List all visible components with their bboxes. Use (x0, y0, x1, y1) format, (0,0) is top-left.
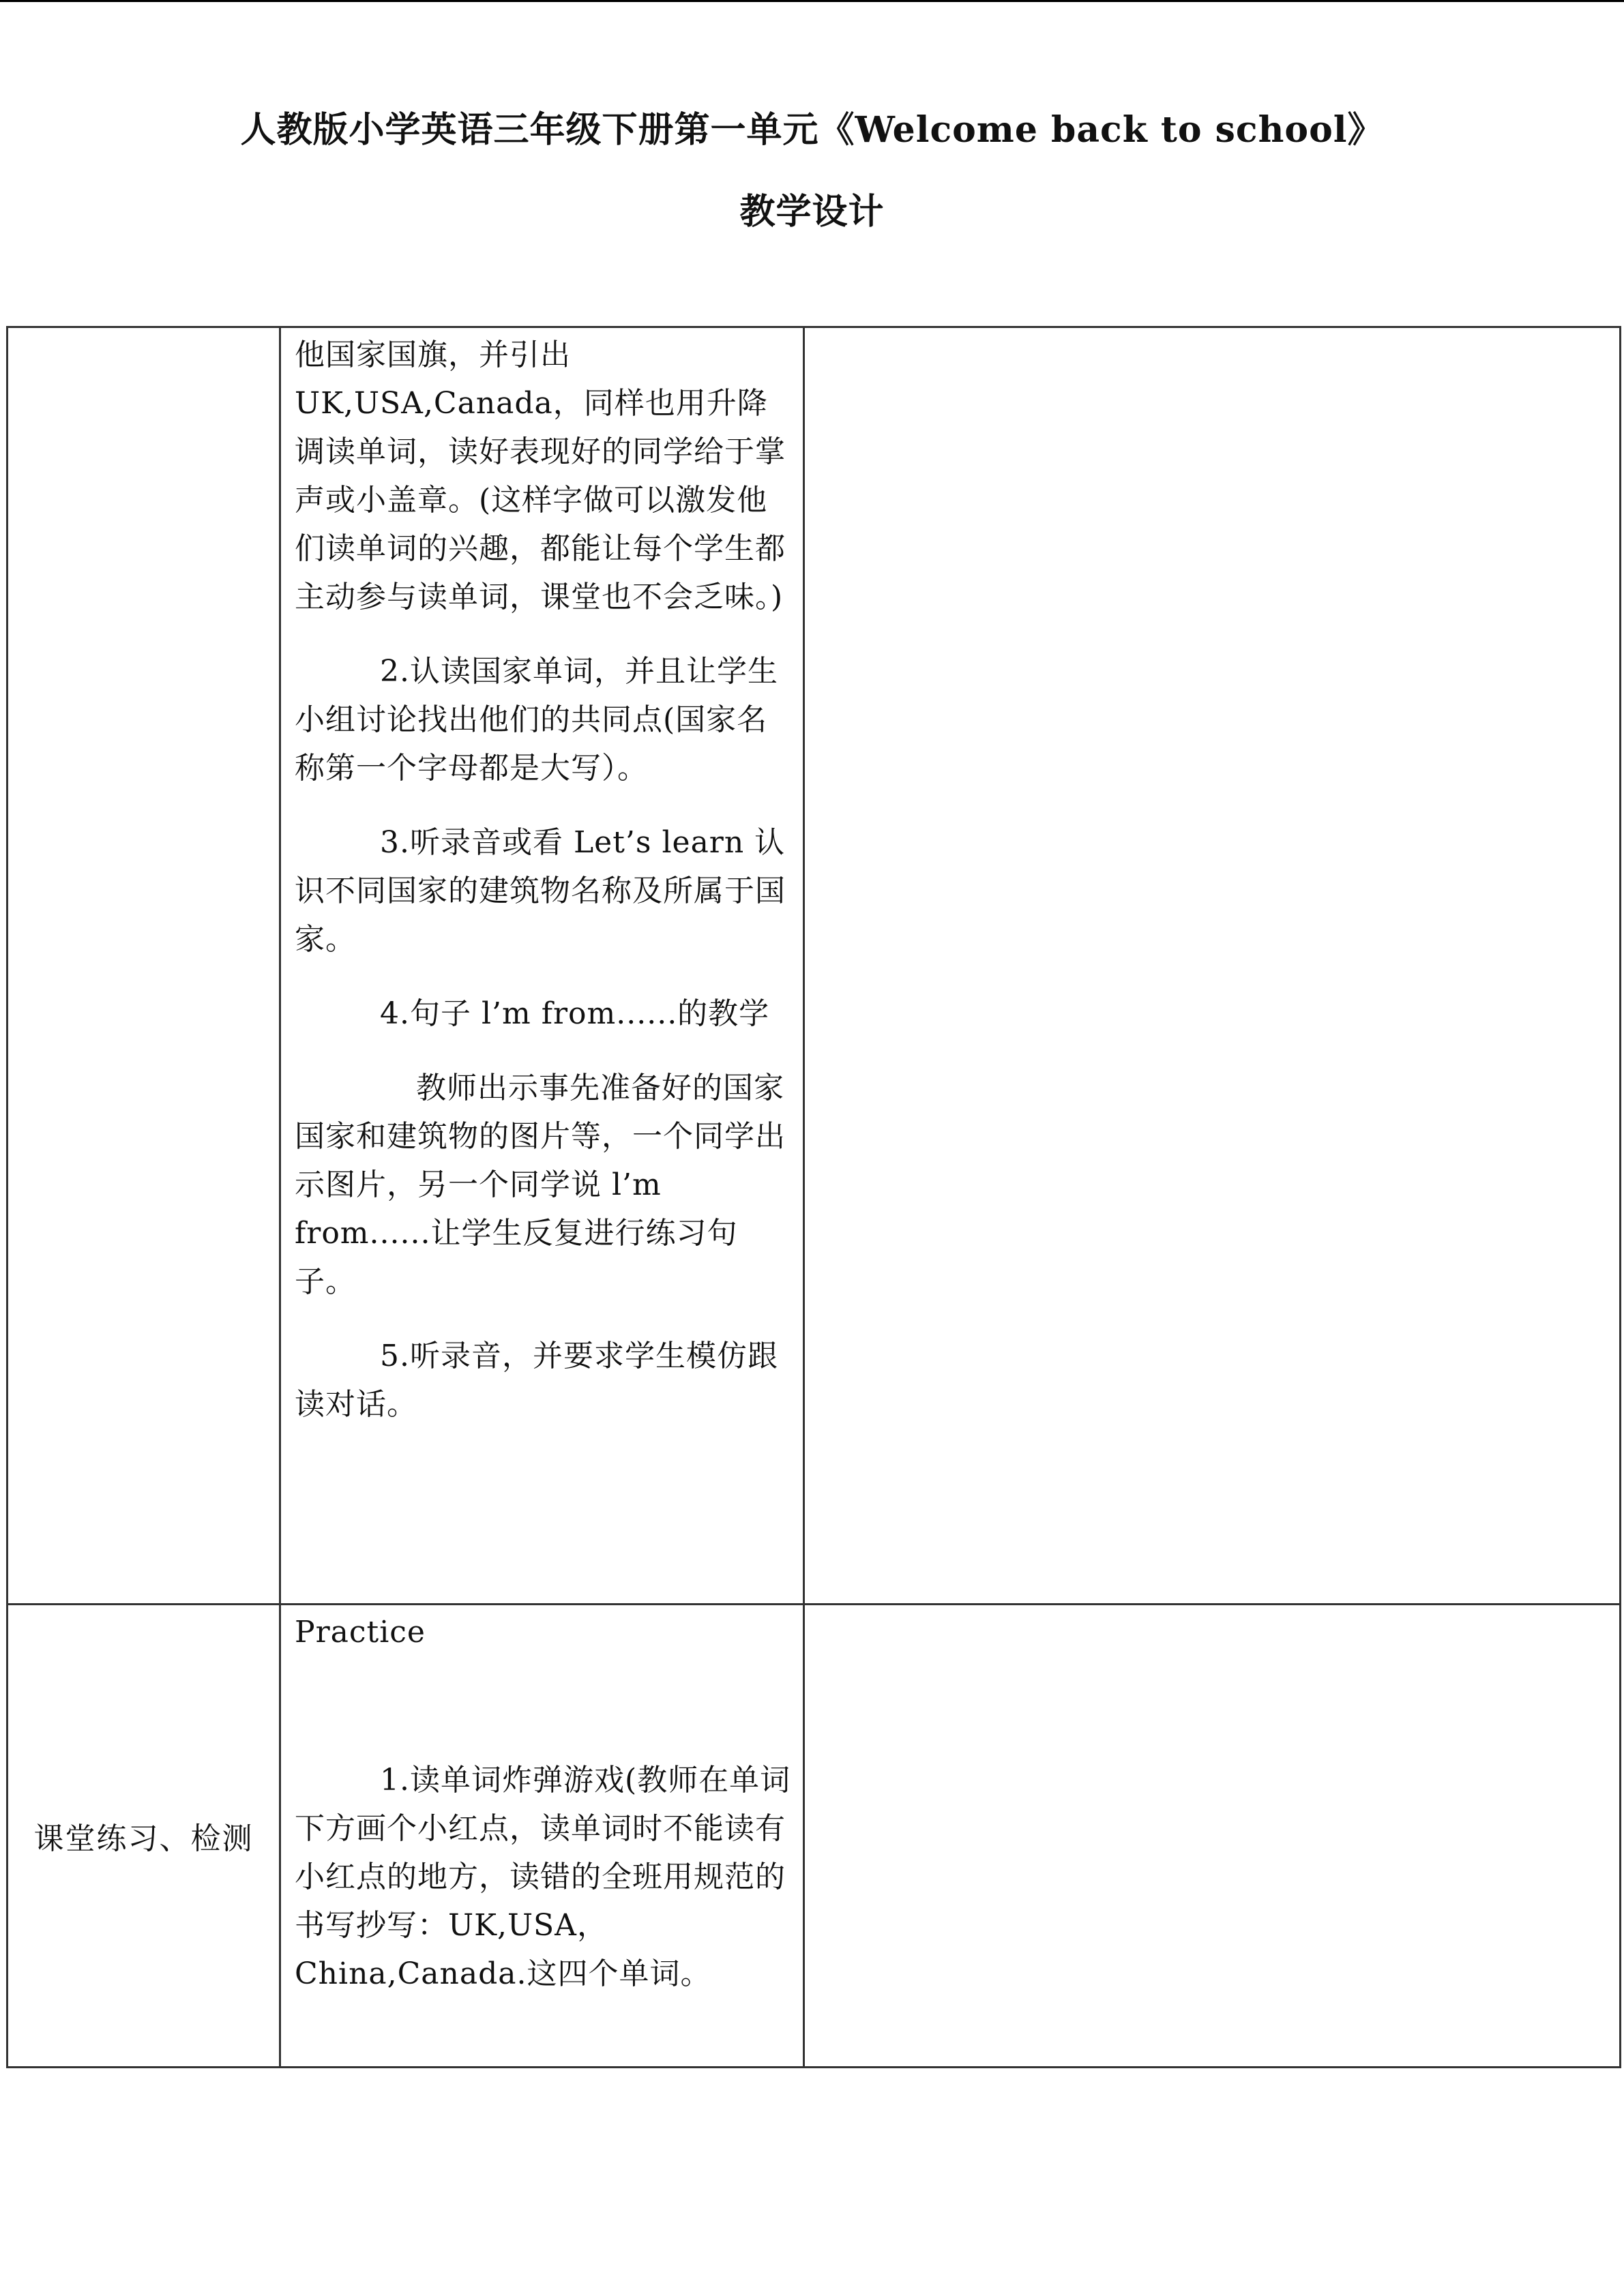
top-border-line (0, 0, 1624, 2)
procedure-paragraph: 5.听录音，并要求学生模仿跟读对话。 (295, 1339, 778, 1422)
document-subtitle: 教学设计 (739, 191, 885, 233)
procedure-paragraph: 1.读单词炸弹游戏(教师在单词下方画个小红点，读单词时不能读有小红点的地方，读错的全班用规范的书写抄写：UK,USA，China,Canada.这四个单词。 (295, 1763, 791, 1991)
procedure-paragraph: 教师出示事先准备好的国家国家和建筑物的图片等，一个同学出示图片，另一个同学说 l’m from......让学生反复进行练习句子。 (295, 1071, 786, 1299)
document-title: 人教版小学英语三年级下册第一单元《Welcome back to school》 (240, 109, 1384, 151)
notes-cell (804, 1605, 1621, 2068)
table-row (8, 327, 1621, 1605)
stage-label-cell (8, 327, 280, 1605)
procedure-cell (280, 327, 804, 1605)
procedure-paragraph: 他国家国旗，并引出 UK,USA,Canada，同样也用升降调读单词，读好表现好的同学给于掌声或小盖章。(这样字做可以激发他们读单词的兴趣，都能让每个学生都主动参与读单词，课堂也不会乏味。) (295, 338, 786, 614)
stage-label-cell: 课堂练习、检测 (8, 1605, 280, 2068)
procedure-paragraph: 4.句子 l’m from......的教学 (380, 996, 770, 1031)
notes-cell (804, 327, 1621, 1605)
procedure-paragraph: 3.听录音或看 Let’s learn 认识不同国家的建筑物名称及所属于国家。 (295, 825, 786, 957)
table-row (8, 1605, 1621, 2068)
procedure-paragraph: 2.认读国家单词，并且让学生小组讨论找出他们的共同点(国家名称第一个字母都是大写）。 (295, 654, 778, 786)
procedure-cell (280, 1605, 804, 2068)
section-heading: Practice (295, 1615, 426, 1650)
lesson-plan-table (6, 326, 1621, 2068)
